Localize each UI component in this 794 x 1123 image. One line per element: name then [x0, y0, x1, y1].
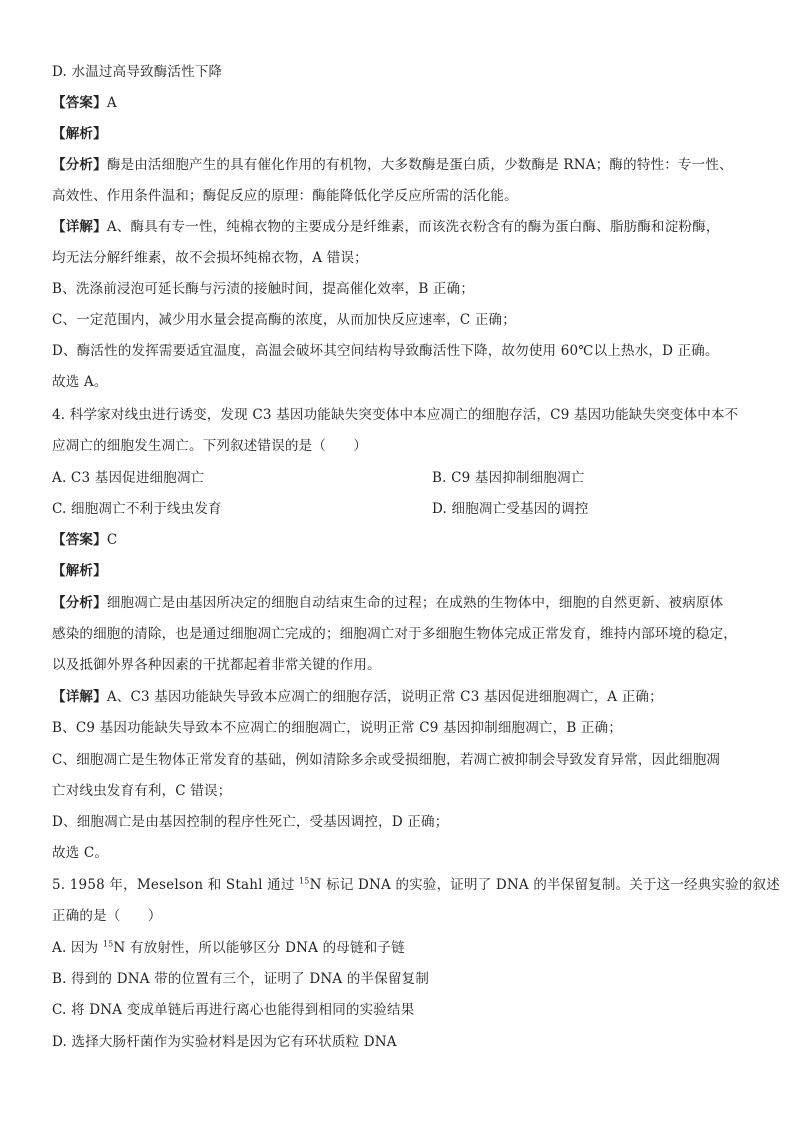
q4-option-d: D. 细胞凋亡受基因的调控	[432, 501, 589, 517]
analysis-tag: 【解析】	[52, 126, 107, 142]
q4-fenxi-line-1	[52, 593, 752, 613]
q3-xiangjie-line-3: B、洗涤前浸泡可延长酶与污渍的接触时间，提高催化效率，B 正确；	[52, 281, 475, 297]
q3-xiangjie-line-2: 均无法分解纤维素，故不会损坏纯棉衣物，A 错误；	[52, 250, 368, 266]
q5-stem-line-1	[52, 875, 780, 895]
answer-value: A	[106, 95, 117, 111]
q5-option-b: B. 得到的 DNA 带的位置有三个，证明了 DNA 的半保留复制	[52, 971, 430, 987]
q5-option-d: D. 选择大肠杆菌作为实验材料是因为它有环状质粒 DNA	[52, 1034, 397, 1050]
q5-option-a-post: N 有放射性，所以能够区分 DNA 的母链和子链	[113, 940, 405, 956]
answer-tag: 【答案】	[52, 532, 107, 548]
xiangjie-tag: 【详解】	[52, 689, 107, 705]
q3-option-d: D. 水温过高导致酶活性下降	[52, 64, 223, 80]
fenxi-text: 细胞凋亡是由基因所决定的细胞自动结束生命的过程；在成熟的生物体中，细胞的自然更新、被病原体	[106, 595, 724, 611]
q5-option-c: C. 将 DNA 变成单链后再进行离心也能得到相同的实验结果	[52, 1002, 415, 1018]
q4-analysis-tag	[52, 561, 752, 581]
q5-stem-part-b: N 标记 DNA 的实验，证明了 DNA 的半保留复制。关于这一经典实验的叙述	[309, 877, 780, 893]
isotope-mass-number: 15	[102, 939, 114, 949]
q3-xiangjie-line-1	[52, 217, 752, 237]
q4-options-row-2	[52, 499, 752, 519]
q4-xiangjie-line-2: B、C9 基因功能缺失导致本不应凋亡的细胞凋亡，说明正常 C9 基因抑制细胞凋亡，B 正确；	[52, 720, 623, 736]
answer-value: C	[106, 532, 118, 548]
q4-stem-line-2: 应凋亡的细胞发生凋亡。下列叙述错误的是（ ）	[52, 438, 368, 454]
q4-xiangjie-line-3: C、细胞凋亡是生物体正常发育的基础，例如清除多余或受损细胞，若凋亡被抑制会导致发育异常，因此细胞凋	[52, 752, 721, 768]
xiangjie-text: A、C3 基因功能缺失导致本应凋亡的细胞存活，说明正常 C3 基因促进细胞凋亡，A 正确；	[106, 689, 663, 705]
q4-xiangjie-line-5: D、细胞凋亡是由基因控制的程序性死亡，受基因调控，D 正确；	[52, 814, 449, 830]
q4-fenxi-line-3: 以及抵御外界各种因素的干扰都起着非常关键的作用。	[52, 657, 381, 673]
q4-option-a: A. C3 基因促进细胞凋亡	[52, 470, 205, 486]
q4-xiangjie-line-1	[52, 687, 752, 707]
q3-xiangjie-line-4: C、一定范围内，减少用水量会提高酶的浓度，从而加快反应速率，C 正确；	[52, 312, 516, 328]
fenxi-text: 酶是由活细胞产生的具有催化作用的有机物，大多数酶是蛋白质，少数酶是 RNA；酶的特性：专一性、	[106, 157, 733, 173]
q5-option-a-pre: A. 因为	[52, 940, 103, 956]
fenxi-tag: 【分析】	[52, 157, 107, 173]
analysis-tag: 【解析】	[52, 563, 107, 579]
q4-answer	[52, 530, 752, 550]
q4-option-b: B. C9 基因抑制细胞凋亡	[432, 470, 585, 486]
q4-xiangjie-line-4: 亡对线虫发育有利，C 错误；	[52, 783, 232, 799]
q4-fenxi-line-2: 感染的细胞的清除，也是通过细胞凋亡完成的；细胞凋亡对于多细胞生物体完成正常发育，维持内部环境的稳定，	[52, 626, 737, 642]
q3-xiangjie-line-5: D、酶活性的发挥需要适宜温度，高温会破坏其空间结构导致酶活性下降，故勿使用 60℃以上热水，D 正确。	[52, 343, 719, 359]
q4-conclusion: 故选 C。	[52, 845, 109, 861]
q3-analysis-tag	[52, 124, 752, 144]
q5-option-a	[52, 938, 752, 958]
q4-stem-line-1: 4. 科学家对线虫进行诱变，发现 C3 基因功能缺失突变体中本应凋亡的细胞存活，C9 基因功能缺失突变体中本不	[52, 407, 739, 423]
answer-tag: 【答案】	[52, 95, 107, 111]
q5-stem-part-a: 5. 1958 年，Meselson 和 Stahl 通过	[52, 877, 300, 893]
q3-fenxi-line-1	[52, 155, 752, 175]
q4-options-row-1	[52, 468, 752, 488]
xiangjie-text: A、酶具有专一性，纯棉衣物的主要成分是纤维素，而该洗衣粉含有的酶为蛋白酶、脂肪酶和淀粉酶，	[106, 219, 720, 235]
fenxi-tag: 【分析】	[52, 595, 107, 611]
q3-answer	[52, 93, 752, 113]
isotope-mass-number: 15	[299, 876, 310, 886]
q5-stem-line-2: 正确的是（ ）	[52, 908, 162, 924]
q3-fenxi-line-2: 高效性、作用条件温和；酶促反应的原理：酶能降低化学反应所需的活化能。	[52, 188, 518, 204]
q4-option-c: C. 细胞凋亡不利于线虫发育	[52, 501, 222, 517]
xiangjie-tag: 【详解】	[52, 219, 107, 235]
q3-conclusion: 故选 A。	[52, 374, 108, 390]
